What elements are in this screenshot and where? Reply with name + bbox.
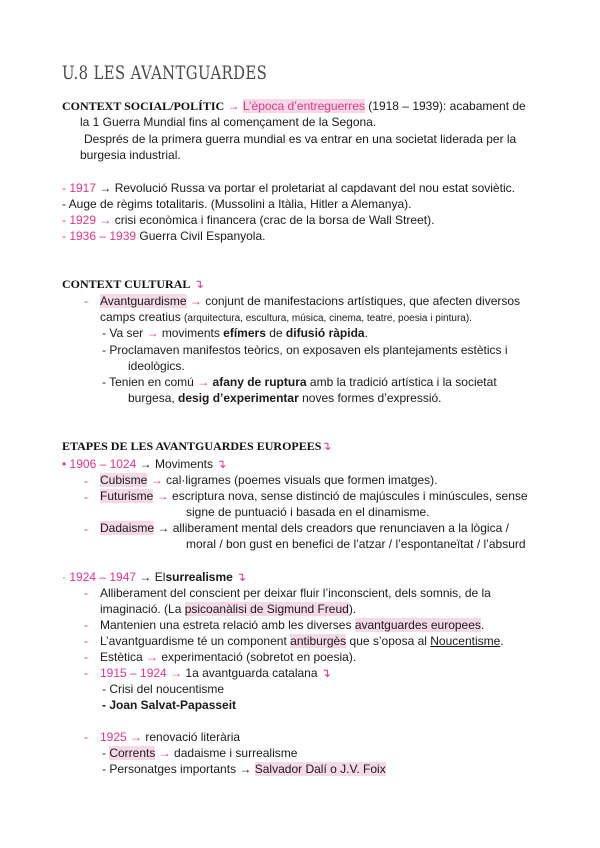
arrow-icon: → <box>239 762 252 776</box>
arrow-icon: → <box>170 666 183 680</box>
down-arrow-icon: ↴ <box>216 457 227 471</box>
text: Estètica <box>100 650 143 664</box>
event-1936 <box>62 228 265 244</box>
text: . <box>364 326 368 340</box>
interwar-dates: (1918 – 1939): acabament de <box>368 99 526 113</box>
list-dash: - <box>84 586 88 600</box>
surrealisme-item1: Alliberament del conscient per deixar fluir l’inconscient, dels somnis, de la <box>100 586 491 600</box>
period-dates: 1906 – 1024 <box>69 457 137 471</box>
text: - Tenien en comú <box>102 375 194 389</box>
text: renovació literària <box>145 730 241 744</box>
bold-text: afany de ruptura <box>212 375 307 389</box>
corrents-highlight: Corrents <box>109 746 156 760</box>
noucentisme-underlined: Noucentisme <box>430 634 501 648</box>
text: de <box>269 326 283 340</box>
surrealisme-item4 <box>100 649 356 665</box>
text: - Va ser <box>102 326 144 340</box>
bullet-rupture <box>102 374 497 390</box>
event-1917 <box>62 180 515 196</box>
text: ). <box>348 602 357 616</box>
movement-text: escriptura nova, sense distinció de majúscules i minúscules, sense <box>172 489 528 503</box>
period-dates: 1924 – 1947 <box>69 570 137 584</box>
list-dash: - <box>84 522 88 536</box>
freud-highlight: psicoanàlisi de Sigmund Freud <box>184 602 349 616</box>
period-label: surrealisme <box>165 570 233 584</box>
text: amb la tradició artística i la societat <box>309 375 497 389</box>
bullet-ephemeral <box>102 325 368 341</box>
futurisme-cont: signe de puntuació i basada en el dinamisme. <box>186 505 430 519</box>
text: experimentació (sobretot en poesia). <box>161 650 357 664</box>
period-label: Moviments <box>154 457 213 471</box>
text: Mantenien una estreta relació amb les diverses <box>100 618 352 632</box>
down-arrow-icon: ↴ <box>320 666 331 680</box>
futurisme-line <box>100 488 528 504</box>
text: El <box>154 570 166 584</box>
surrealisme-item1-cont <box>100 601 356 617</box>
arrow-icon: → <box>99 213 112 227</box>
text: moviments <box>161 326 220 340</box>
social-heading: CONTEXT SOCIAL/POLÍTIC <box>62 99 225 113</box>
event-text: Revolució Russa va portar el proletariat al capdavant del nou estat soviètic. <box>114 181 515 195</box>
dadaisme-cont: moral / bon gust en benefici de l’atzar / l’espontaneïtat / l’absurd <box>186 537 526 551</box>
cultural-heading-line <box>62 276 204 292</box>
text: noves formes d’expressió. <box>302 391 442 405</box>
bold-text: difusió ràpida <box>285 326 365 340</box>
event-text: Guerra Civil Espanyola. <box>139 229 266 243</box>
event-date: - 1917 <box>62 181 97 195</box>
list-dash: - <box>84 634 88 648</box>
social-line2: la 1 Guerra Mundial fins al començament de la Segona. <box>80 115 377 129</box>
avantguardisme-term: Avantguardisme <box>100 294 187 308</box>
bullet-icon: · <box>62 570 66 584</box>
list-dash: - <box>84 474 88 488</box>
period-1924 <box>62 569 246 585</box>
arrow-icon: → <box>99 181 112 195</box>
bullet-rupture-cont <box>128 390 442 406</box>
bullet-manifestos-cont: ideològics. <box>128 359 185 373</box>
catalan-sub2: - Joan Salvat-Papasseit <box>102 698 237 712</box>
text: L’avantguardisme té un component <box>100 634 287 648</box>
avantguardisme-line1 <box>100 293 520 309</box>
surrealisme-item2 <box>100 617 484 633</box>
stages-heading-line <box>62 438 331 454</box>
event-text: - Auge de règims totalitaris. (Mussolini a Itàlia, Hitler a Alemanya). <box>62 197 412 211</box>
list-dash: - <box>84 666 88 680</box>
interwar-highlight: L’època d’entreguerres <box>242 99 365 113</box>
list-dash: - <box>84 650 88 664</box>
cultural-heading: CONTEXT CULTURAL <box>62 277 191 291</box>
social-context-line1 <box>62 98 526 114</box>
down-arrow-icon: ↴ <box>193 277 204 291</box>
arrow-icon: → <box>197 375 210 389</box>
period-dates: 1915 – 1924 <box>100 666 167 680</box>
arrow-icon: → <box>130 730 143 744</box>
text: burgesa, <box>128 391 175 405</box>
bullet-manifestos: - Proclamaven manifestos teòrics, on exposaven els plantejaments estètics i <box>102 343 508 357</box>
surrealisme-item3 <box>100 633 504 649</box>
event-1929 <box>62 212 434 228</box>
arrow-icon: → <box>150 473 163 487</box>
arrow-icon: → <box>227 99 240 113</box>
arrow-icon: → <box>157 521 170 535</box>
bold-text: desig d’experimentar <box>178 391 299 405</box>
text: - Personatges importants <box>102 762 237 776</box>
list-dash: - <box>84 730 88 744</box>
arrow-icon: → <box>158 746 171 760</box>
social-line3: Després de la primera guerra mundial es va entrar en una societat liderada per la <box>84 132 517 146</box>
dadaisme-line <box>100 520 509 536</box>
renewal-sub1 <box>102 745 297 761</box>
catalan-sub1: - Crisi del noucentisme <box>102 682 225 696</box>
text: imaginació. (La <box>100 602 182 616</box>
text: . <box>500 634 504 648</box>
stages-heading: ETAPES DE LES AVANTGUARDES EUROPEES <box>62 439 322 453</box>
movement-text: alliberament mental dels creadors que renunciaven a la lògica / <box>172 521 509 535</box>
avantguardes-highlight: avantguardes europees <box>354 618 481 632</box>
down-arrow-icon: ↴ <box>321 439 332 453</box>
renewal-sub2 <box>102 761 386 777</box>
event-totalitarian <box>62 196 411 212</box>
list-dash: - <box>84 618 88 632</box>
arrow-icon: → <box>146 650 159 664</box>
social-line4: burgesia industrial. <box>80 148 181 162</box>
catalan-avantgarde <box>100 665 331 681</box>
text: que s’oposa al <box>349 634 427 648</box>
text: 1a avantguarda catalana <box>185 666 318 680</box>
arrow-icon: → <box>139 457 152 471</box>
bullet-icon: • <box>62 457 67 471</box>
event-text: crisi econòmica i financera (crac de la borsa de Wall Street). <box>114 213 435 227</box>
event-date: - 1929 <box>62 213 97 227</box>
text: . <box>480 618 485 632</box>
arrow-icon: → <box>146 326 159 340</box>
event-date: - 1936 – 1939 <box>62 229 137 243</box>
definition: camps creatius <box>100 310 181 324</box>
arrow-icon: → <box>156 489 169 503</box>
artists-highlight: Salvador Dalí o J.V. Foix <box>254 762 386 776</box>
movement-text: cal·ligrames (poemes visuals que formen imatges). <box>166 473 438 487</box>
period-1906 <box>62 456 226 472</box>
renewal-1925 <box>100 729 240 745</box>
arrow-icon: → <box>189 294 202 308</box>
arrow-icon: → <box>139 570 152 584</box>
text: - <box>102 746 110 760</box>
list-dash: - <box>84 490 88 504</box>
text: dadaisme i surrealisme <box>174 746 298 760</box>
page-title: U.8 LES AVANTGUARDES <box>62 62 268 84</box>
definition: conjunt de manifestacions artístiques, que afecten diversos <box>205 294 521 308</box>
movement-term: Dadaisme <box>100 521 155 535</box>
cubisme-line <box>100 472 437 488</box>
period-dates: 1925 <box>100 730 127 744</box>
movement-term: Cubisme <box>100 473 148 487</box>
list-dash: - <box>84 294 88 308</box>
bold-text: efímers <box>223 326 266 340</box>
down-arrow-icon: ↴ <box>236 570 247 584</box>
movement-term: Futurisme <box>100 489 154 503</box>
antiburges-highlight: antiburgès <box>290 634 347 648</box>
definition-note: (arquitectura, escultura, música, cinema, teatre, poesia i pintura). <box>184 313 472 324</box>
